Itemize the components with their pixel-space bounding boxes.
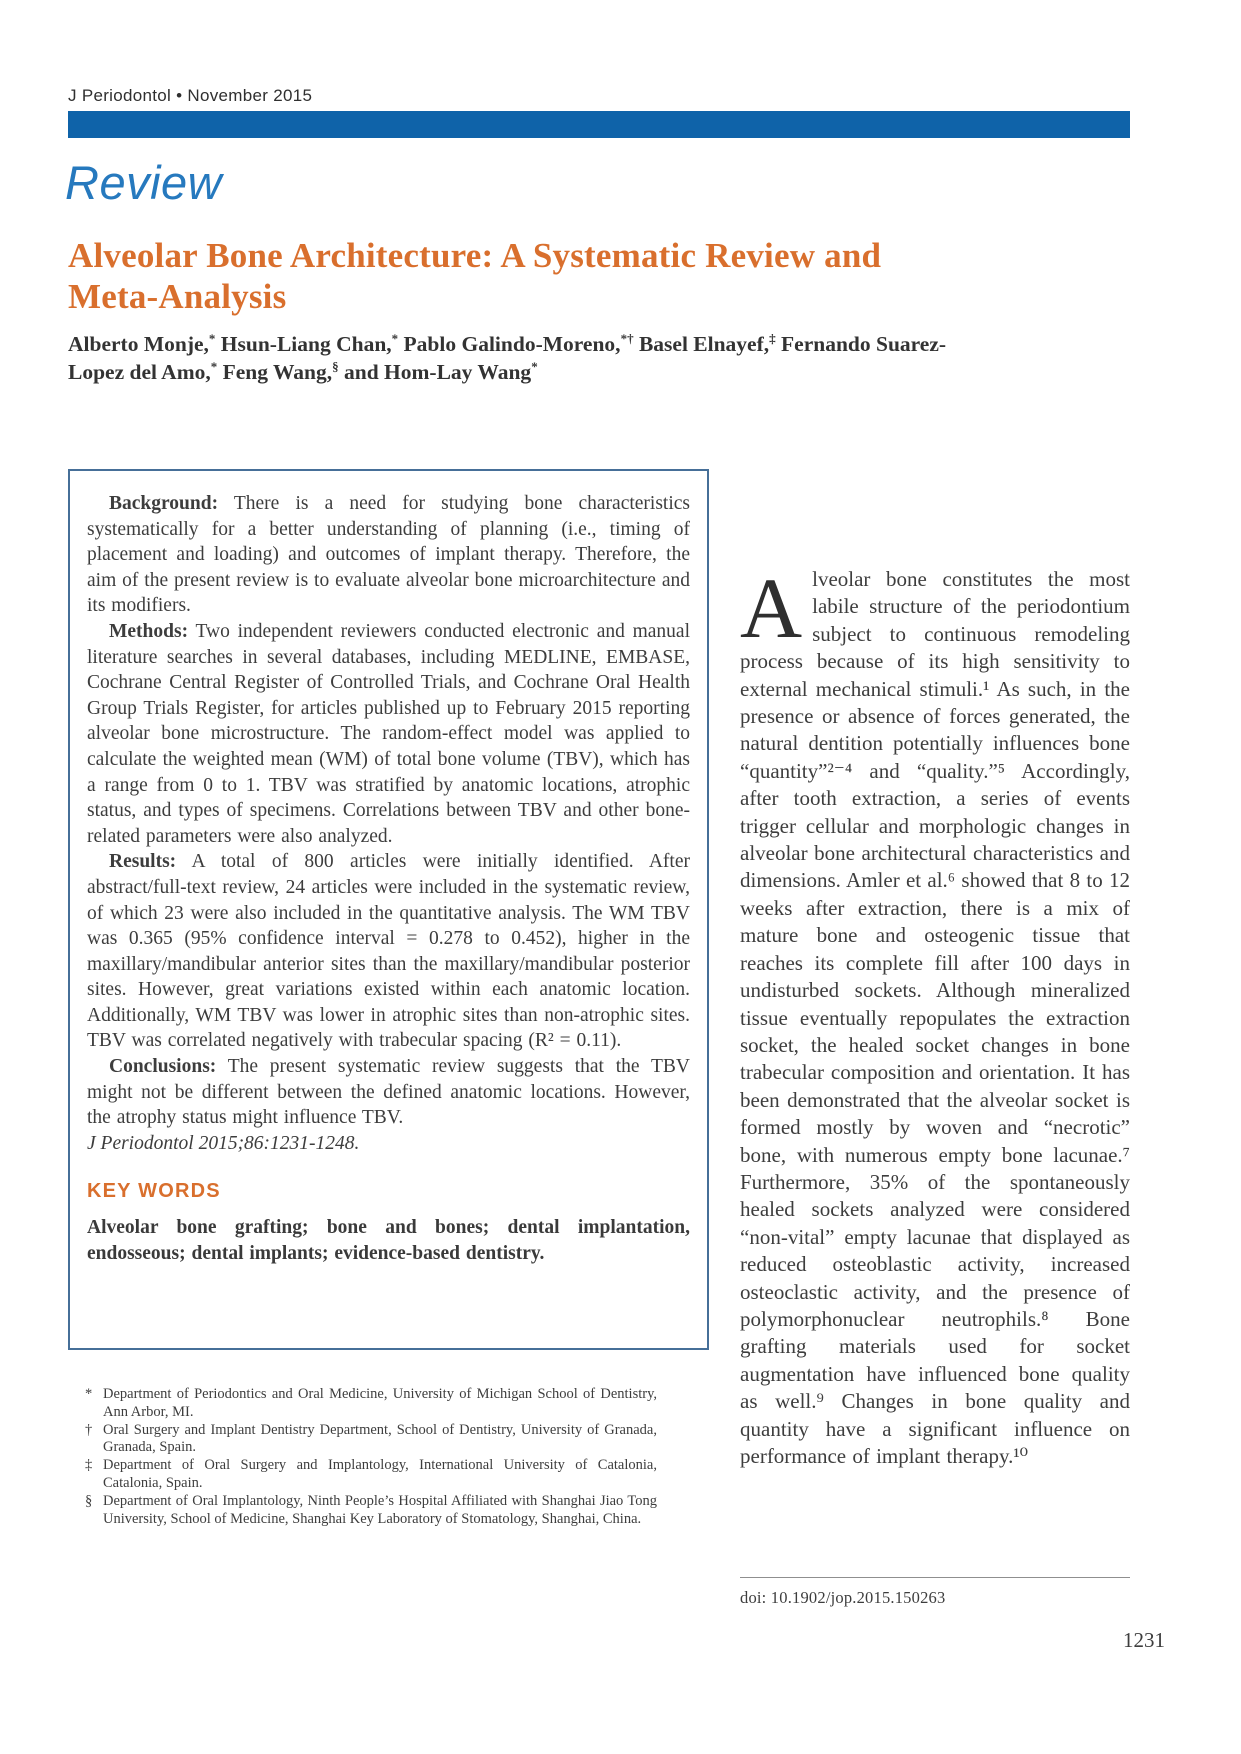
doi-divider-rule <box>740 1577 1130 1578</box>
author-affiliation-mark: *† <box>620 330 634 346</box>
author-name: and Hom-Lay Wang <box>344 359 532 384</box>
abstract-section-label: Results: <box>109 851 177 873</box>
author-affiliation-mark: * <box>210 358 218 374</box>
footnote <box>85 1422 657 1458</box>
footnote-marker: § <box>85 1492 93 1509</box>
footnote-text: Department of Periodontics and Oral Medicine, University of Michigan School of Dentistry, Ann Arbor, MI. <box>103 1386 657 1420</box>
footnote-marker: * <box>85 1386 93 1402</box>
abstract-box <box>68 469 709 1350</box>
abstract-section-label: Conclusions: <box>109 1056 217 1078</box>
section-label: Review <box>65 156 223 209</box>
author-affiliation-mark: * <box>208 330 216 346</box>
abstract-paragraph: Results: A total of 800 articles were initially identified. After abstract/full-text review, 24 articles were included in the systematic review, of which 23 were also included in the quantitative analysis. The WM TBV was 0.365 (95% confidence interval = 0.278 to 0.452), higher in the maxillary/mandibular anterior sites than the maxillary/mandibular posterior sites. However, great variations existed within each anatomic location. Additionally, WM TBV was lower in atrophic sites than non-atrophic sites. TBV was correlated negatively with trabecular spacing (R² = 0.11). <box>87 851 690 1052</box>
abstract-paragraph: Methods: Two independent reviewers conducted electronic and manual literature searches in several databases, including MEDLINE, EMBASE, Cochrane Central Register of Controlled Trials, and Cochrane Oral Health Group Trials Register, for articles published up to February 2015 reporting alveolar bone microstructure. The random-effect model was applied to calculate the weighted mean (WM) of total bone volume (TBV), which has a range from 0 to 1. TBV was stratified by anatomic locations, atrophic status, and types of specimens. Correlations between TBV and other bone-related parameters were also analyzed. <box>87 620 690 847</box>
author-affiliation-mark: * <box>391 330 399 346</box>
abstract-section-label: Background: <box>109 493 219 514</box>
keywords-text: Alveolar bone grafting; bone and bones; dental implantation, endosseous; dental implants; evidence-based dentistry. <box>87 1217 690 1265</box>
keywords-heading: KEY WORDS <box>87 1180 221 1203</box>
footnote-marker: ‡ <box>85 1457 93 1474</box>
journal-running-header: J Periodontol • November 2015 <box>68 86 313 105</box>
dropcap-letter: A <box>740 560 803 656</box>
intro-paragraph <box>740 560 1130 1470</box>
author-name: Basel Elnayef, <box>638 332 770 356</box>
doi-text: doi: 10.1902/jop.2015.150263 <box>740 1588 946 1607</box>
affiliation-footnotes <box>85 1386 657 1528</box>
author-affiliation-mark: § <box>332 358 339 374</box>
footnote-text: Department of Oral Implantology, Ninth People’s Hospital Affiliated with Shanghai Jiao Tong University, School of Medicine, Shanghai Key Laboratory of Stomatology, Shanghai, China. <box>103 1492 657 1527</box>
footnote-marker: † <box>85 1421 93 1438</box>
author-name: Fernando Suarez-Lopez del Amo, <box>68 332 947 384</box>
intro-text: lveolar bone constitutes the most labile structure of the periodontium subject to continuous remodeling process because of its high sensitivity to external mechanical stimuli.¹ As such, in the presence or absence of forces generated, the natural dentition potentially influences bone “quantity”²⁻⁴ and “quality.”⁵ Accordingly, after tooth extraction, a series of events trigger cellular and morphologic changes in alveolar bone architectural characteristics and dimensions. Amler et al.⁶ showed that 8 to 12 weeks after extraction, there is a mix of mature bone and osteogenic tissue that reaches its complete fill after 100 days in undisturbed sockets. Although mineralized tissue eventually repopulates the extraction socket, the healed socket changes in bone trabecular composition and orientation. It has been demonstrated that the alveolar socket is formed mostly by woven and “necrotic” bone, with numerous empty bone lacunae.⁷ Furthermore, 35% of the spontaneously healed sockets analyzed were considered “non-vital” empty lacunae that displayed as reduced osteoblastic activity, increased osteoclastic activity, and the presence of polymorphonuclear neutrophils.⁸ Bone grafting materials used for socket augmentation have influenced bone quality as well.⁹ Changes in bone quality and quantity have a significant influence on performance of implant therapy.¹⁰ <box>740 567 1130 1468</box>
author-name: Hsun-Liang Chan, <box>220 332 392 356</box>
footnote-text: Department of Oral Surgery and Implantology, International University of Catalonia, Catalonia, Spain. <box>103 1457 657 1491</box>
abstract-paragraph: Background: There is a need for studying bone characteristics systematically for a better understanding of planning (i.e., timing of placement and loading) and outcomes of implant therapy. Therefore, the aim of the present review is to evaluate alveolar bone microarchitecture and its modifiers. <box>87 493 690 617</box>
page-number: 1231 <box>1123 1628 1165 1652</box>
footnote <box>85 1493 657 1529</box>
author-affiliation-mark: * <box>531 358 538 374</box>
author-name: Alberto Monje, <box>68 332 209 356</box>
author-name: Pablo Galindo-Moreno, <box>403 332 621 356</box>
abstract-paragraph: Conclusions: The present systematic review suggests that the TBV might not be different between the defined anatomic locations. However, the atrophy status might influence TBV. <box>87 1056 690 1129</box>
footnote <box>85 1386 657 1422</box>
header-bar <box>68 111 1130 138</box>
footnote <box>85 1457 657 1493</box>
author-byline <box>68 331 968 387</box>
abstract-citation: J Periodontol 2015;86:1231-1248. <box>87 1132 360 1154</box>
abstract-sections <box>87 491 690 1131</box>
article-title: Alveolar Bone Architecture: A Systematic Review and Meta-Analysis <box>68 236 882 316</box>
abstract-section-label: Methods: <box>109 620 189 642</box>
author-name: Feng Wang, <box>222 359 333 384</box>
footnote-text: Oral Surgery and Implant Dentistry Department, School of Dentistry, University of Granada, Granada, Spain. <box>103 1421 657 1456</box>
author-affiliation-mark: ‡ <box>769 330 776 346</box>
body-column <box>740 560 1130 1470</box>
